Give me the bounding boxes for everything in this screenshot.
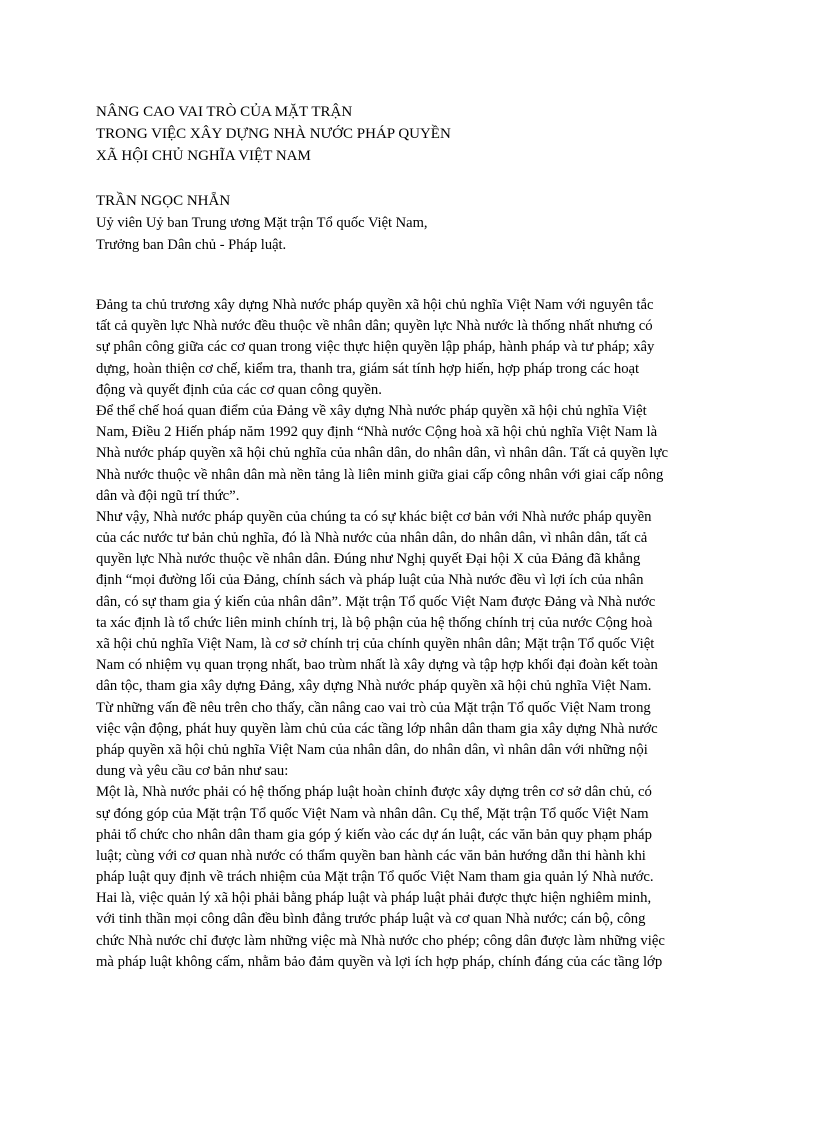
body-text-line: Đảng ta chủ trương xây dựng Nhà nước pháp quyền xã hội chủ nghĩa Việt Nam với nguyên tắc <box>96 297 654 313</box>
body-text-line: tất cả quyền lực Nhà nước đều thuộc về nhân dân; quyền lực Nhà nước là thống nhất nhưng có <box>96 318 653 335</box>
article-body <box>96 295 720 973</box>
body-text-line: mà pháp luật không cấm, nhằm bảo đảm quyền và lợi ích hợp pháp, chính đáng của các tầng lớp <box>96 953 663 970</box>
author-name: TRẦN NGỌC NHẴN <box>96 193 231 209</box>
body-text-line: động và quyết định của các cơ quan công quyền. <box>96 381 382 398</box>
body-text-line: định “mọi đường lối của Đảng, chính sách và pháp luật của Nhà nước đều vì lợi ích của nhân <box>96 572 644 589</box>
body-text-line: luật; cùng với cơ quan nhà nước có thẩm quyền ban hành các văn bản hướng dẫn thi hành khi <box>96 847 646 864</box>
author-role-line-1: Uỷ viên Uỷ ban Trung ương Mặt trận Tổ quốc Việt Nam, <box>96 215 428 231</box>
body-text-line: của các nước tư bản chủ nghĩa, đó là Nhà nước của nhân dân, do nhân dân, vì nhân dân, tất cả <box>96 530 648 547</box>
body-text-line: việc vận động, phát huy quyền làm chủ của các tầng lớp nhân dân tham gia xây dựng Nhà nước <box>96 720 658 737</box>
body-text-line: Nhà nước pháp quyền xã hội chủ nghĩa của nhân dân, do nhân dân, vì nhân dân. Tất cả quyền lực <box>96 445 668 462</box>
body-text-line: dân, có sự tham gia ý kiến của nhân dân”. Mặt trận Tổ quốc Việt Nam được Đảng và Nhà nước <box>96 593 656 610</box>
body-text-line: sự phân công giữa các cơ quan trong việc thực hiện quyền lập pháp, hành pháp và tư pháp; xây <box>96 339 655 356</box>
body-text-line: Như vậy, Nhà nước pháp quyền của chúng ta có sự khác biệt cơ bản với Nhà nước pháp quyền <box>96 508 652 525</box>
body-text-line: chức Nhà nước chỉ được làm những việc mà Nhà nước cho phép; công dân được làm những việc <box>96 932 665 949</box>
body-text-line: pháp quyền xã hội chủ nghĩa Việt Nam của nhân dân, do nhân dân, vì nhân dân với những nội <box>96 741 648 758</box>
body-text-line: dân tộc, tham gia xây dựng Đảng, xây dựng Nhà nước pháp quyền xã hội chủ nghĩa Việt Nam. <box>96 678 652 695</box>
body-text-line: xã hội chủ nghĩa Việt Nam, là cơ sở chính trị của chính quyền nhân dân; Mặt trận Tổ quốc Việt <box>96 636 655 652</box>
body-text-line: dân và đội ngũ trí thức”. <box>96 487 240 504</box>
body-text-line: quyền lực Nhà nước thuộc về nhân dân. Đúng như Nghị quyết Đại hội X của Đảng đã khẳng <box>96 551 641 568</box>
body-text-line: dựng, hoàn thiện cơ chế, kiểm tra, thanh tra, giám sát tính hợp hiến, hợp pháp trong các hoạt <box>96 360 640 377</box>
title-line-3: XÃ HỘI CHỦ NGHĨA VIỆT NAM <box>96 148 311 164</box>
body-text-line: Hai là, việc quản lý xã hội phải bằng pháp luật và pháp luật phải được thực hiện nghiêm minh, <box>96 890 652 907</box>
body-text-line: Nam có nhiệm vụ quan trọng nhất, bao trùm nhất là xây dựng và tập hợp khối đại đoàn kết toàn <box>96 657 658 674</box>
title-line-2: TRONG VIỆC XÂY DỰNG NHÀ NƯỚC PHÁP QUYỀN <box>96 126 451 142</box>
body-text-line: Một là, Nhà nước phải có hệ thống pháp luật hoàn chỉnh được xây dựng trên cơ sở dân chủ, có <box>96 784 652 801</box>
title-line-1: NÂNG CAO VAI TRÒ CỦA MẶT TRẬN <box>96 104 353 120</box>
body-text-line: Nam, Điều 2 Hiến pháp năm 1992 quy định “Nhà nước Cộng hoà xã hội chủ nghĩa Việt Nam là <box>96 424 658 441</box>
body-text-line: với tinh thần mọi công dân đều bình đẳng trước pháp luật và cơ quan Nhà nước; cán bộ, công <box>96 911 646 928</box>
body-text-line: Từ những vấn đề nêu trên cho thấy, cần nâng cao vai trò của Mặt trận Tổ quốc Việt Nam trong <box>96 699 651 716</box>
author-role-line-2: Trưởng ban Dân chủ - Pháp luật. <box>96 237 287 253</box>
body-text-line: pháp luật quy định về trách nhiệm của Mặt trận Tổ quốc Việt Nam tham gia quản lý Nhà nước. <box>96 869 654 886</box>
body-text-line: dung và yêu cầu cơ bản như sau: <box>96 763 289 780</box>
body-text-line: sự đóng góp của Mặt trận Tổ quốc Việt Nam và nhân dân. Cụ thể, Mặt trận Tổ quốc Việt Nam <box>96 805 649 822</box>
body-text-line: Nhà nước thuộc về nhân dân mà nền tảng là liên minh giữa giai cấp công nhân với giai cấp nông <box>96 466 664 483</box>
body-text-line: ta xác định là tổ chức liên minh chính trị, là bộ phận của hệ thống chính trị của nước Cộng hoà <box>96 614 653 631</box>
body-text-line: Để thể chế hoá quan điểm của Đảng về xây dựng Nhà nước pháp quyền xã hội chủ nghĩa Việt <box>96 402 647 419</box>
author-block <box>96 190 736 256</box>
article-title <box>96 101 736 167</box>
body-text-line: phải tổ chức cho nhân dân tham gia góp ý kiến vào các dự án luật, các văn bản quy phạm pháp <box>96 826 652 843</box>
